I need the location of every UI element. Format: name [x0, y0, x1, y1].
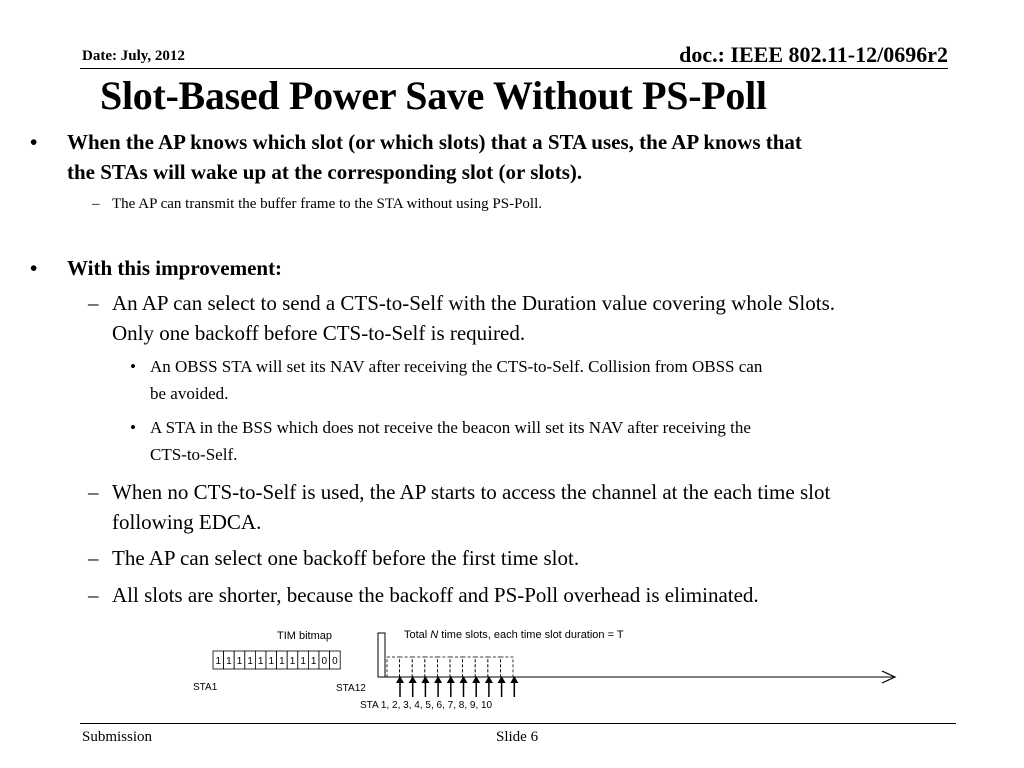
- tim-bitmap-label: TIM bitmap: [277, 630, 333, 642]
- wakeup-arrow-icon: [498, 676, 506, 697]
- tim-bitmap-cells: [213, 651, 340, 669]
- bullet-dot-icon: •: [30, 256, 38, 280]
- footer-divider: [80, 723, 956, 724]
- wakeup-arrow-icon: [409, 676, 417, 697]
- time-slot: [412, 657, 425, 677]
- bullet-2-sub-4: All slots are shorter, because the backoff and PS-Poll overhead is eliminated.: [112, 583, 759, 607]
- time-slot: [437, 657, 450, 677]
- beacon-frame-box: [378, 633, 385, 677]
- tim-bit-value: 0: [321, 656, 328, 667]
- time-slot: [500, 657, 513, 677]
- sta1-label: STA1: [193, 682, 218, 693]
- header-date: Date: July, 2012: [82, 48, 185, 64]
- slots-caption-pre: Total: [404, 629, 431, 641]
- time-slot: [450, 657, 463, 677]
- time-slot: [400, 657, 413, 677]
- wakeup-arrow-icon: [485, 676, 493, 697]
- bullet-dot-icon: •: [30, 130, 38, 154]
- time-slot: [475, 657, 488, 677]
- sta12-label: STA12: [336, 683, 366, 694]
- tim-bit-value: 1: [257, 656, 264, 667]
- sta-wakeup-arrows: [396, 676, 518, 697]
- bullet-2-sub-2-line-1: When no CTS-to-Self is used, the AP starts to access the channel at the each time slot: [112, 480, 831, 504]
- wakeup-arrow-icon: [421, 676, 429, 697]
- wakeup-arrow-icon: [447, 676, 455, 697]
- tim-bit-value: 0: [332, 656, 338, 667]
- wakeup-arrow-icon: [472, 676, 480, 697]
- footer-slide-number: Slide 6: [496, 729, 539, 745]
- wakeup-arrow-icon: [510, 676, 518, 697]
- bullet-2-sub-1-item-1-line-1: An OBSS STA will set its NAV after receiving the CTS-to-Self. Collision from OBSS can: [150, 357, 763, 376]
- dash-icon: –: [88, 583, 99, 607]
- time-slot: [463, 657, 476, 677]
- tim-bit-value: 1: [310, 656, 317, 667]
- time-slot: [387, 657, 400, 677]
- tim-bit-value: 1: [226, 656, 232, 667]
- bullet-2-sub-1-line-1: An AP can select to send a CTS-to-Self with the Duration value covering whole Slots.: [112, 291, 836, 315]
- wakeup-arrow-icon: [460, 676, 468, 697]
- time-slot: [425, 657, 438, 677]
- bullet-1-sub-1: The AP can transmit the buffer frame to the STA without using PS-Poll.: [112, 196, 543, 212]
- slide-title: Slot-Based Power Save Without PS-Poll: [100, 73, 767, 118]
- bullet-2-sub-1-item-2-line-2: CTS-to-Self.: [150, 445, 238, 464]
- bullet-dot-icon: •: [130, 357, 136, 376]
- tim-bit-value: 1: [289, 656, 296, 667]
- slots-caption-post: time slots, each time slot duration = T: [438, 629, 624, 641]
- bullet-2-sub-1-line-2: Only one backoff before CTS-to-Self is required.: [112, 321, 526, 345]
- dash-icon: –: [88, 480, 99, 504]
- footer-submission: Submission: [82, 729, 153, 745]
- tim-bit-value: 1: [215, 656, 222, 667]
- time-slots: [387, 657, 513, 677]
- bullet-1-line-2: the STAs will wake up at the corresponding slot (or slots).: [67, 160, 583, 184]
- bullet-2-sub-1-item-2-line-1: A STA in the BSS which does not receive the beacon will set its NAV after receiving the: [150, 418, 751, 437]
- bullet-1-line-1: When the AP knows which slot (or which slots) that a STA uses, the AP knows that: [67, 130, 802, 154]
- bullet-2-sub-3: The AP can select one backoff before the first time slot.: [112, 546, 580, 570]
- wakeup-arrow-icon: [396, 676, 404, 697]
- dash-icon: –: [88, 546, 99, 570]
- tim-bit-value: 1: [279, 656, 285, 667]
- slots-caption: [404, 629, 624, 641]
- time-slot: [488, 657, 501, 677]
- bullet-2-sub-2-line-2: following EDCA.: [112, 510, 262, 534]
- sta-list-label: STA 1, 2, 3, 4, 5, 6, 7, 8, 9, 10: [360, 700, 493, 711]
- tim-bit-value: 1: [300, 656, 306, 667]
- header-doc-id: doc.: IEEE 802.11-12/0696r2: [679, 42, 948, 67]
- bullet-2-heading: With this improvement:: [67, 256, 283, 280]
- dash-icon: –: [88, 291, 99, 315]
- tim-bit-value: 1: [268, 656, 275, 667]
- slots-caption-n: N: [430, 629, 439, 641]
- bullet-2-sub-1-item-1-line-2: be avoided.: [150, 384, 229, 403]
- wakeup-arrow-icon: [434, 676, 442, 697]
- tim-bit-value: 1: [236, 656, 243, 667]
- tim-bit-value: 1: [247, 656, 253, 667]
- bullet-dot-icon: •: [130, 418, 136, 437]
- dash-icon: –: [92, 196, 100, 212]
